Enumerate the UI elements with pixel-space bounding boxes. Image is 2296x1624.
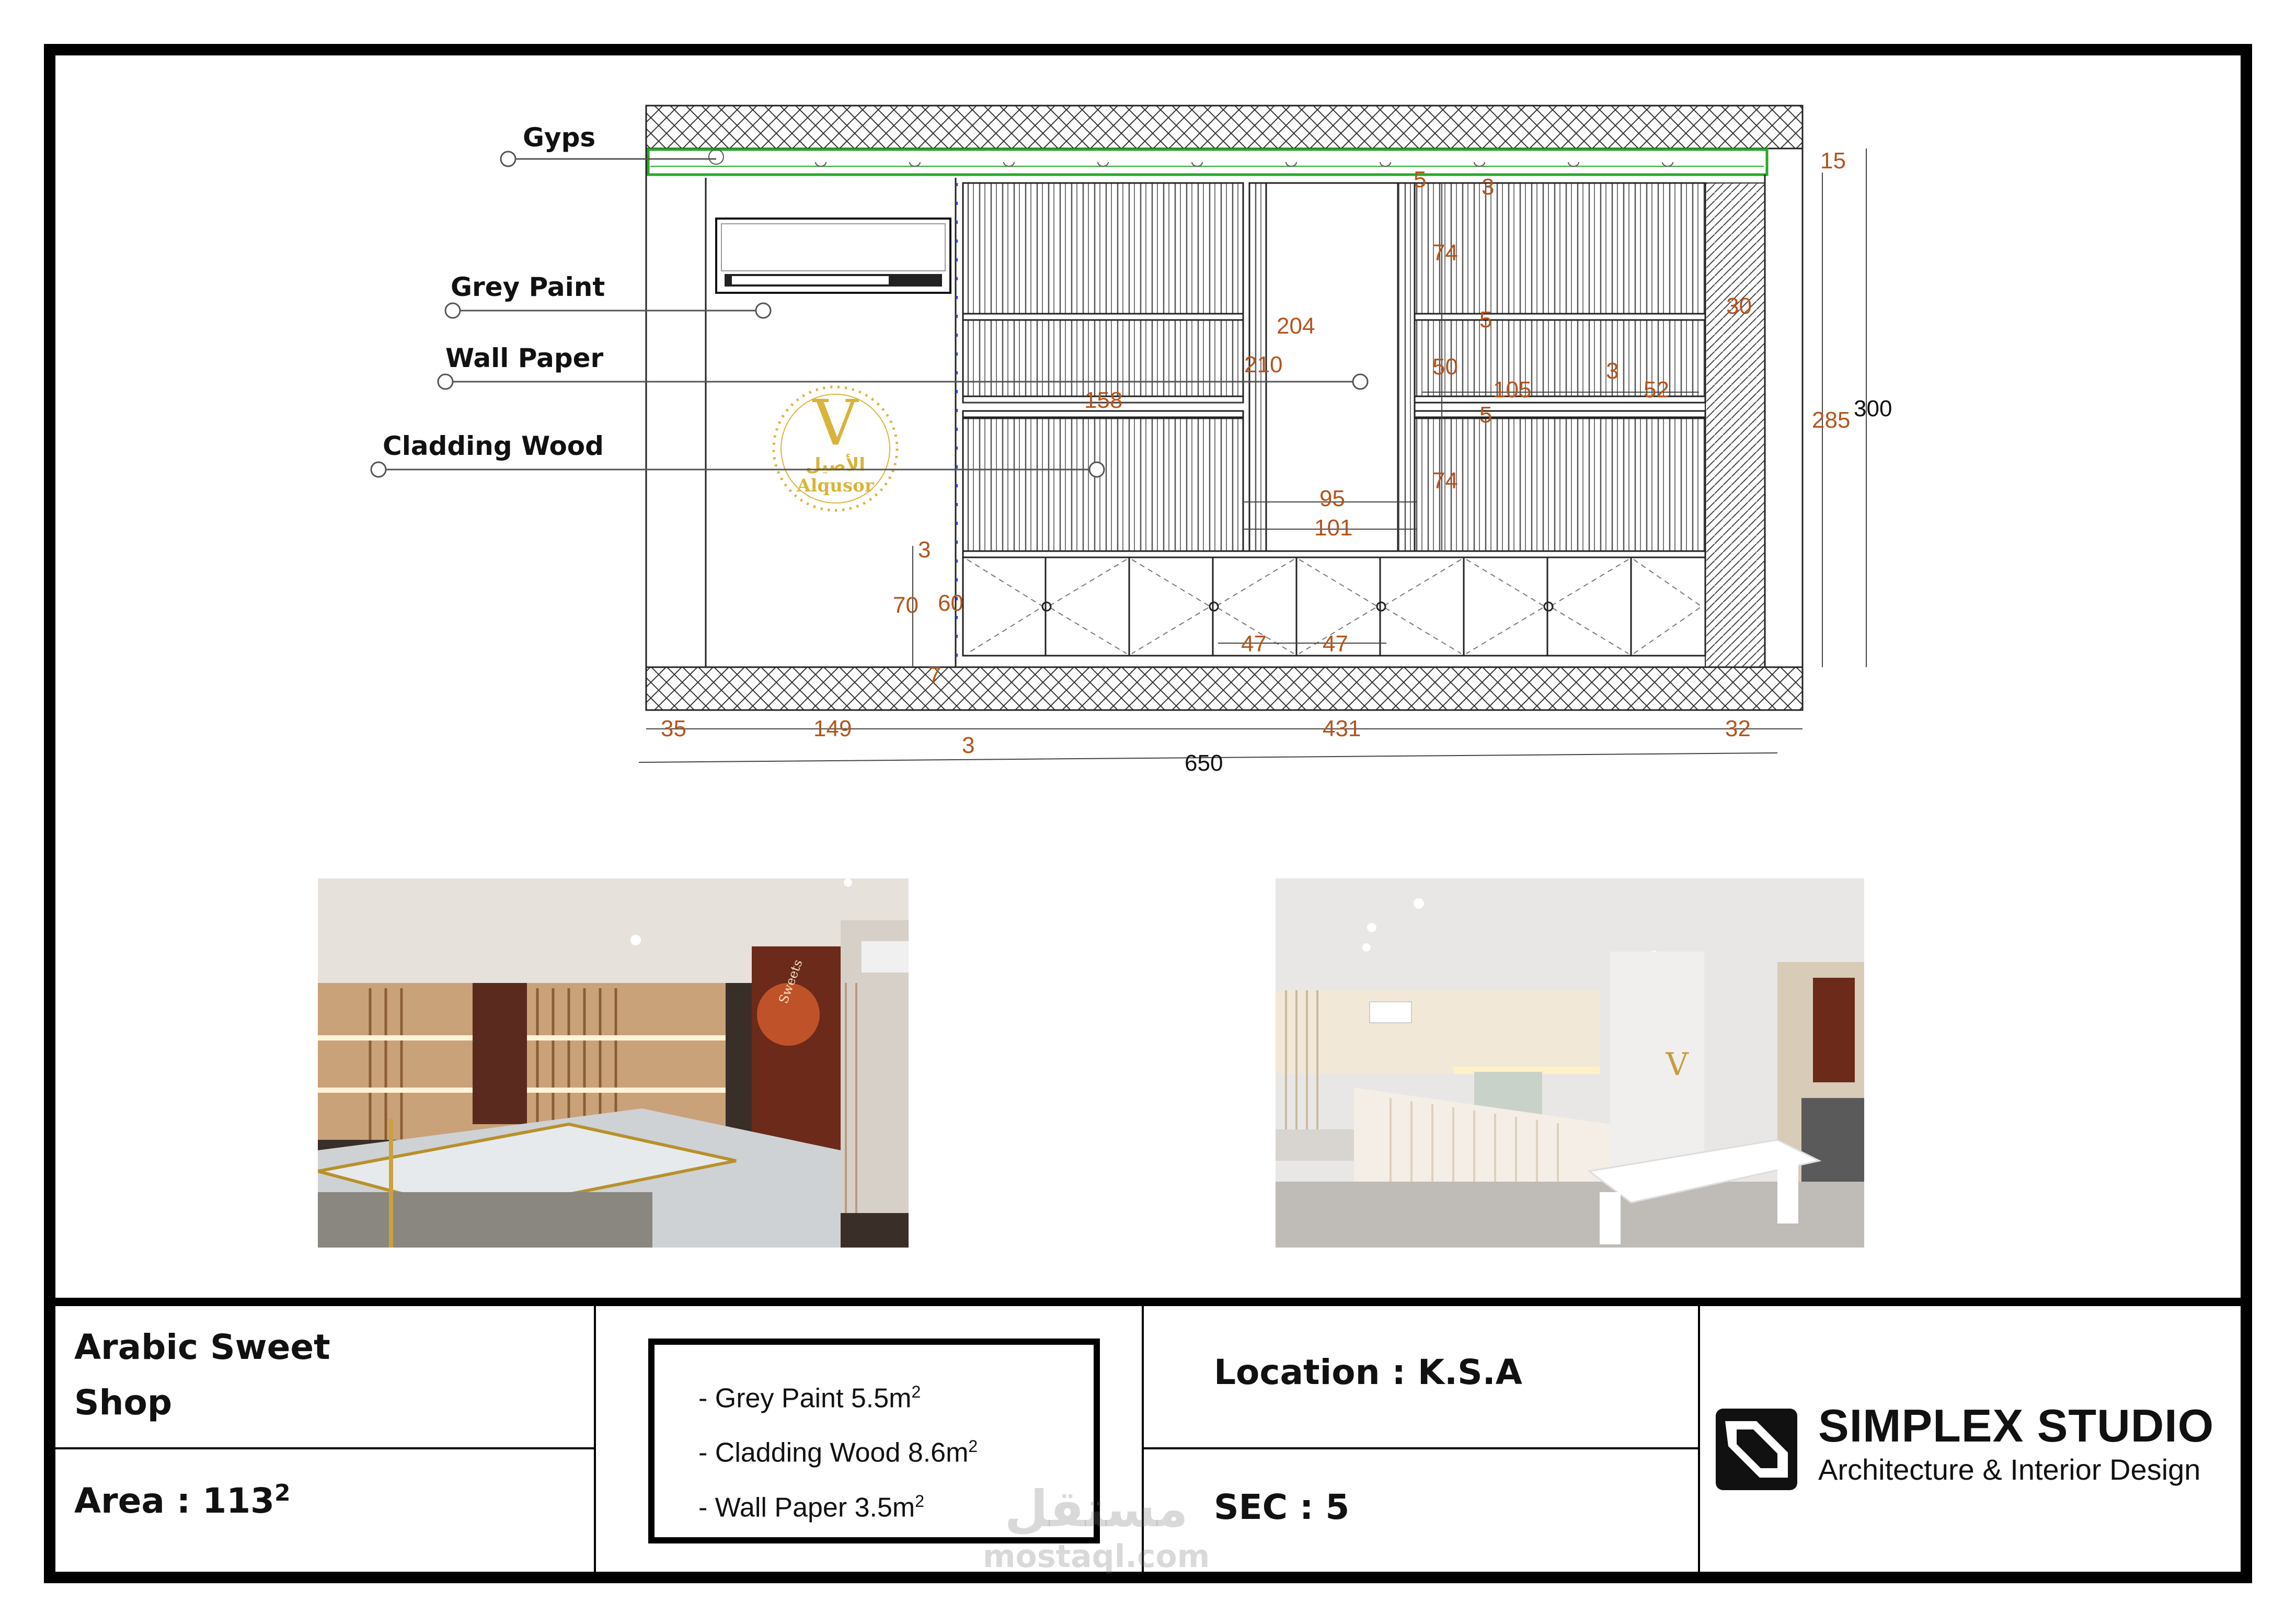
- interior-render-right: [1276, 878, 1864, 1248]
- interior-render-left: [318, 878, 909, 1248]
- logo-latin: Alqusor: [797, 475, 874, 496]
- dim-74-low: 74: [1432, 468, 1458, 494]
- dim-47-left: 47: [1241, 631, 1267, 657]
- area-label: [74, 1480, 291, 1521]
- dim-149: 149: [813, 716, 852, 741]
- dim-95: 95: [1319, 486, 1345, 511]
- ceiling-slab: [646, 106, 1803, 148]
- dim-3-top: 3: [1482, 174, 1495, 200]
- dim-60: 60: [938, 590, 963, 616]
- dim-3-mid: 3: [1606, 358, 1619, 384]
- render-banner-text: Sweets: [776, 957, 806, 1006]
- dim-5-low: 5: [1479, 402, 1493, 428]
- dim-285: 285: [1812, 407, 1851, 433]
- dim-32: 32: [1725, 716, 1751, 741]
- callout-gyps: Gyps: [523, 122, 596, 153]
- brand-name: SIMPLEX STUDIO: [1818, 1400, 2214, 1451]
- dim-101: 101: [1314, 515, 1353, 541]
- brand-logo-drawing: [774, 387, 897, 510]
- dim-204: 204: [1277, 313, 1315, 339]
- area-value: Area : 113: [74, 1481, 275, 1521]
- column-hatch: [1705, 183, 1765, 667]
- dim-30: 30: [1726, 293, 1752, 319]
- dim-35: 35: [661, 716, 686, 741]
- dim-210: 210: [1244, 352, 1283, 378]
- material-wall-paper: - Wall Paper $3.5m^2$: [698, 1491, 924, 1523]
- callout-cladding-wood: Cladding Wood: [383, 431, 604, 461]
- dim-47-right: 47: [1323, 631, 1348, 657]
- ac-unit: [716, 219, 950, 293]
- render-sign-letter: V: [1666, 1046, 1689, 1083]
- project-title-line2: Shop: [74, 1382, 173, 1423]
- floor-slab: [646, 667, 1803, 710]
- dim-52: 52: [1644, 377, 1669, 403]
- callout-wall-paper: Wall Paper: [445, 343, 604, 373]
- project-title-line1: Arabic Sweet: [74, 1327, 330, 1367]
- watermark: [983, 1480, 1210, 1575]
- dim-3-bottom: 3: [962, 733, 975, 758]
- dim-105: 105: [1493, 377, 1532, 403]
- material-cladding-wood: - Cladding Wood $8.6m^2$: [698, 1437, 978, 1468]
- dim-650: 650: [1185, 750, 1223, 776]
- watermark-arabic: مستقل: [1004, 1480, 1188, 1538]
- logo-letter: V: [812, 387, 858, 460]
- dim-74-top: 74: [1432, 240, 1458, 266]
- ceiling-spotlights: [709, 150, 1673, 166]
- dim-5-top: 5: [1414, 167, 1427, 192]
- callout-grey-paint: Grey Paint: [451, 272, 605, 302]
- dim-50: 50: [1432, 354, 1458, 380]
- simplex-logo-icon: [1716, 1409, 1797, 1490]
- dim-431: 431: [1323, 716, 1361, 741]
- watermark-latin: mostaql.com: [983, 1538, 1210, 1575]
- dim-15: 15: [1820, 148, 1846, 174]
- section-label: SEC : 5: [1214, 1487, 1350, 1527]
- project-title: [74, 1320, 330, 1431]
- logo-arabic: الأصيل: [805, 454, 866, 475]
- dim-300: 300: [1854, 396, 1892, 421]
- dim-5-mid: 5: [1479, 307, 1493, 333]
- area-unit: 2: [274, 1480, 291, 1506]
- dim-7: 7: [928, 662, 942, 688]
- location-label: Location : K.S.A: [1214, 1352, 1522, 1392]
- brand-subtitle: Architecture & Interior Design: [1818, 1453, 2201, 1486]
- dim-70: 70: [893, 592, 919, 618]
- brand-block: [1818, 1399, 2214, 1486]
- material-grey-paint: - Grey Paint $5.5m^2$: [698, 1382, 921, 1414]
- dim-3-cab: 3: [918, 537, 931, 563]
- dim-158: 158: [1084, 387, 1123, 413]
